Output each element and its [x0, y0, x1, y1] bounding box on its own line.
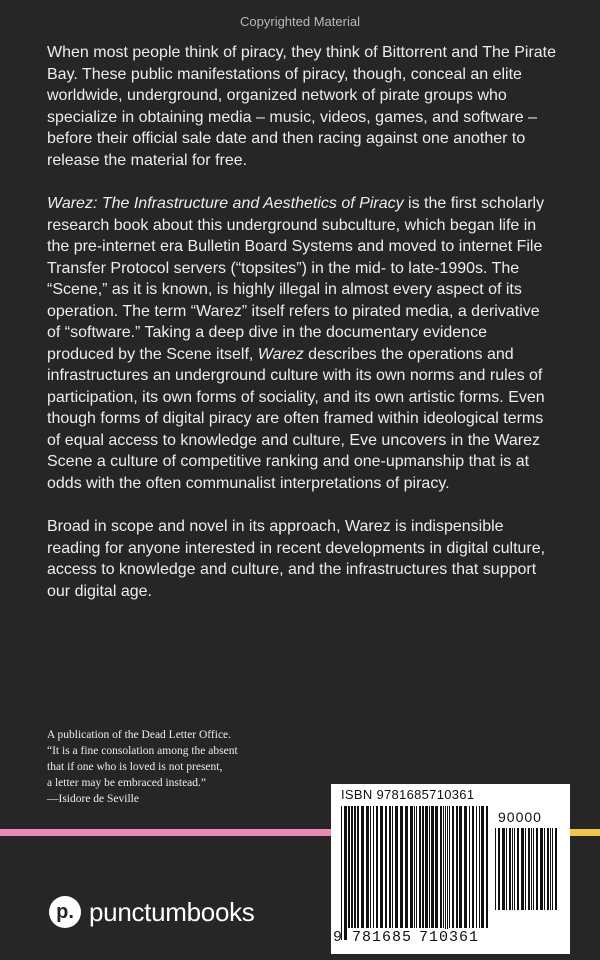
- barcode-bar: [431, 806, 434, 928]
- paragraph-3: Broad in scope and novel in its approach, Warez is indispensible reading for anyone interested in recent developments in digital culture, access to knowledge and culture, and the infrastructures that support our digital age.: [47, 518, 546, 600]
- paragraph-2-part-a: is the first scholarly research book about this underground subculture, which began life in the pre-internet era Bulletin Board Systems and moved to internet File Transfer Protocol servers (“topsites”) in the mid- to late-1990s. The “Scene,” as it is known, is highly illegal in almost every aspect of its operation. The term “Warez” itself refers to pirated media, a derivative of “software.” Taking a deep dive in the documentary evidence produced by the Scene itself,: [47, 195, 545, 363]
- barcode-panel: [331, 784, 570, 954]
- price-code: 90000: [498, 809, 542, 825]
- barcode-bar: [481, 806, 484, 928]
- barcode-bar: [419, 806, 421, 928]
- barcode-bar: [533, 828, 534, 910]
- barcode-bar: [447, 806, 448, 940]
- barcode-bar: [540, 828, 543, 910]
- barcode-bar: [531, 828, 532, 910]
- barcode-bar: [400, 806, 403, 928]
- barcode-bar: [405, 806, 408, 928]
- price-addon-barcode: [495, 828, 559, 922]
- barcode-bar: [469, 806, 470, 928]
- publication-note: [47, 727, 347, 807]
- quote-line: a letter may be embraced instead.”: [47, 777, 207, 789]
- barcode-bar: [502, 828, 505, 910]
- barcode-bar: [354, 806, 356, 928]
- barcode-bar: [552, 828, 553, 910]
- paragraph-2: [47, 193, 557, 494]
- barcode-bar: [344, 806, 347, 940]
- barcode-bar: [370, 806, 371, 928]
- barcode-bar: [395, 806, 398, 928]
- publication-line: A publication of the Dead Letter Office.: [47, 729, 232, 741]
- barcode-bar: [389, 806, 391, 928]
- quote-attribution: —Isidore de Seville: [47, 793, 139, 805]
- barcode-bar: [547, 828, 549, 910]
- barcode-bar: [536, 828, 538, 910]
- barcode-bar: [464, 806, 467, 928]
- barcode-bar: [555, 828, 557, 910]
- barcode-bar: [486, 806, 488, 928]
- quote-line: “It is a fine consolation among the absent: [47, 745, 238, 757]
- pink-stripe: [0, 829, 331, 836]
- barcode-bar: [416, 806, 417, 928]
- barcode-bar: [373, 806, 374, 928]
- barcode-bar: [341, 806, 342, 940]
- publisher-logo: [49, 895, 255, 929]
- barcode-bar: [410, 806, 413, 928]
- paragraph-1: When most people think of piracy, they think of Bittorrent and The Pirate Bay. These public manifestations of piracy, though, conceal an elite worldwide, underground, organized network of pirate groups who specialize in obtaining media – music, videos, games, and software – before their official sale date and then racing against one another to release the material for free.: [47, 44, 557, 169]
- barcode-bar: [514, 828, 515, 910]
- warez-italic: Warez: [257, 345, 304, 363]
- barcode-bar: [351, 806, 353, 928]
- barcode-bar: [366, 806, 369, 928]
- barcode-bar: [459, 806, 462, 928]
- yellow-stripe: [570, 829, 600, 836]
- barcode-lead-digit: 9: [333, 929, 343, 946]
- book-title-italic: Warez: The Infrastructure and Aesthetics of Piracy: [47, 195, 404, 212]
- barcode-bar: [452, 806, 454, 928]
- barcode-bar: [525, 828, 526, 910]
- barcode-digits-right: 710361: [419, 929, 480, 946]
- back-cover-description: [47, 42, 557, 624]
- barcode-bar: [495, 828, 496, 910]
- barcode-bar: [392, 806, 393, 928]
- barcode-bar: [357, 806, 359, 928]
- barcode-bar: [429, 806, 430, 928]
- barcode-bar: [422, 806, 424, 928]
- barcode-bar: [476, 806, 477, 928]
- barcode-digits-left: 781685: [352, 929, 413, 946]
- barcode-bar: [521, 828, 524, 910]
- publisher-name: punctumbooks: [89, 896, 255, 927]
- barcode-bar: [528, 828, 530, 910]
- barcode-bar: [517, 828, 519, 910]
- barcode-bar: [550, 828, 551, 910]
- barcode-bar: [512, 828, 513, 910]
- barcode-bar: [449, 806, 450, 928]
- barcode-bar: [425, 806, 428, 928]
- barcode-bar: [414, 806, 415, 928]
- barcode-bar: [445, 806, 446, 940]
- barcode-bar: [440, 806, 442, 928]
- barcode-bar: [376, 806, 378, 928]
- barcode-bar: [498, 828, 500, 910]
- barcode-bar: [361, 806, 364, 928]
- barcode-bar: [380, 806, 383, 928]
- barcode-bar: [509, 828, 511, 910]
- barcode-bar: [456, 806, 458, 928]
- barcode-bar: [479, 806, 480, 928]
- barcode-bar: [348, 806, 350, 928]
- isbn-label: ISBN 9781685710361: [341, 787, 475, 802]
- barcode-bar: [472, 806, 474, 928]
- paragraph-2-part-b: describes the operations and infrastructures an underground culture with its own norms and rules of participation, its own forms of sociality, and its own artistic forms. Even though forms of digital piracy are often framed within ideological terms of equal access to knowledge and culture, Eve uncovers in the Warez Scene a culture of competitive ranking and one-upmanship that is at odds with the often communalist interpretations of piracy.: [47, 345, 545, 492]
- barcode-bar: [385, 806, 387, 928]
- barcode-bar: [435, 806, 438, 928]
- barcode-bar: [443, 806, 444, 928]
- quote-line: that if one who is loved is not present,: [47, 761, 223, 773]
- barcode-bar: [506, 828, 507, 910]
- copyright-watermark: Copyrighted Material: [240, 14, 360, 29]
- barcode-bar: [544, 828, 545, 910]
- punctum-logo-icon: p.: [49, 896, 81, 928]
- isbn-barcode: [341, 806, 491, 940]
